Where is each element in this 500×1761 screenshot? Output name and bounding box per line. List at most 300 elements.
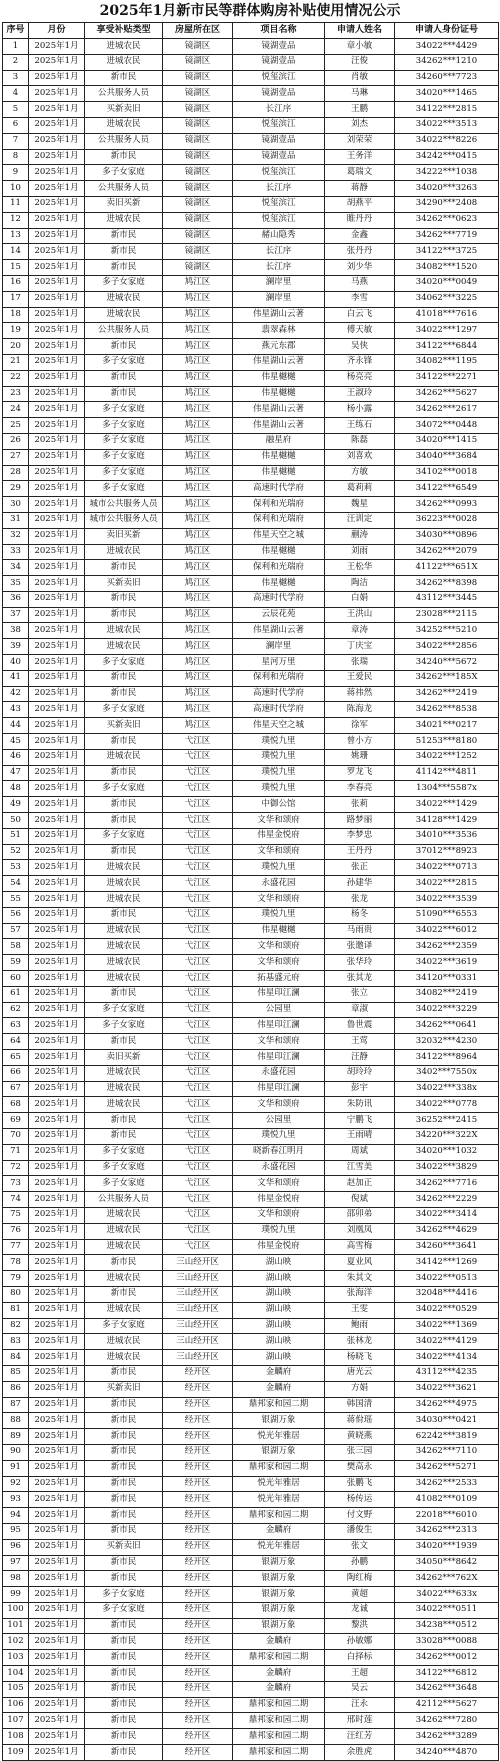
cell-district: 鸠江区 — [163, 655, 233, 671]
cell-project: 高速时代学府 — [233, 481, 325, 497]
cell-subsidy-type: 新市民 — [85, 228, 163, 244]
cell-district: 三山经开区 — [163, 1286, 233, 1302]
cell-subsidy-type: 卖旧买新 — [85, 528, 163, 544]
table-row — [3, 955, 499, 971]
cell-applicant-id: 34142***1269 — [395, 1255, 499, 1271]
cell-month: 2025年1月 — [29, 481, 85, 497]
cell-project: 璞悦九里 — [233, 1223, 325, 1239]
cell-project: 伟星樾樾 — [233, 465, 325, 481]
cell-district: 弋江区 — [163, 939, 233, 955]
cell-applicant-id: 34262***7719 — [395, 228, 499, 244]
table-row — [3, 781, 499, 797]
cell-index: 14 — [3, 244, 29, 260]
cell-applicant-id: 34262***8398 — [395, 576, 499, 592]
cell-applicant-id: 36223***0028 — [395, 512, 499, 528]
header-applicant-name: 申请人姓名 — [325, 23, 395, 39]
cell-month: 2025年1月 — [29, 196, 85, 212]
cell-index: 105 — [3, 1681, 29, 1697]
cell-month: 2025年1月 — [29, 291, 85, 307]
header-project: 项目名称 — [233, 23, 325, 39]
cell-index: 49 — [3, 797, 29, 813]
cell-subsidy-type: 进城农民 — [85, 212, 163, 228]
cell-project: 悦玺滨江 — [233, 70, 325, 86]
cell-project: 文华和颂府 — [233, 1207, 325, 1223]
cell-month: 2025年1月 — [29, 828, 85, 844]
cell-month: 2025年1月 — [29, 260, 85, 276]
cell-subsidy-type: 新市民 — [85, 1555, 163, 1571]
cell-applicant-name: 杨传运 — [325, 1492, 395, 1508]
cell-index: 27 — [3, 449, 29, 465]
cell-index: 61 — [3, 986, 29, 1002]
cell-project: 鼎邦家和园二期 — [233, 1650, 325, 1666]
cell-subsidy-type: 进城农民 — [85, 892, 163, 908]
cell-month: 2025年1月 — [29, 1508, 85, 1524]
cell-index: 92 — [3, 1476, 29, 1492]
cell-applicant-name: 王莺 — [325, 1034, 395, 1050]
cell-month: 2025年1月 — [29, 813, 85, 829]
cell-index: 106 — [3, 1697, 29, 1713]
cell-applicant-name: 黄晓燕 — [325, 1429, 395, 1445]
cell-applicant-id: 34082***2419 — [395, 986, 499, 1002]
cell-month: 2025年1月 — [29, 1034, 85, 1050]
cell-project: 拓基盛元府 — [233, 971, 325, 987]
cell-subsidy-type: 进城农民 — [85, 544, 163, 560]
cell-district: 鸠江区 — [163, 402, 233, 418]
cell-district: 弋江区 — [163, 1239, 233, 1255]
cell-index: 101 — [3, 1618, 29, 1634]
cell-applicant-id: 34262***3289 — [395, 1729, 499, 1745]
cell-month: 2025年1月 — [29, 670, 85, 686]
cell-applicant-name: 刘少华 — [325, 260, 395, 276]
table-row — [3, 449, 499, 465]
cell-month: 2025年1月 — [29, 1539, 85, 1555]
cell-applicant-id: 34262***2533 — [395, 1476, 499, 1492]
table-row — [3, 1255, 499, 1271]
cell-month: 2025年1月 — [29, 1634, 85, 1650]
cell-subsidy-type: 新市民 — [85, 686, 163, 702]
cell-district: 镜湖区 — [163, 149, 233, 165]
cell-applicant-name: 肖敏 — [325, 70, 395, 86]
cell-applicant-id: 34262***0012 — [395, 1650, 499, 1666]
table-row — [3, 718, 499, 734]
cell-subsidy-type: 进城农民 — [85, 1097, 163, 1113]
cell-subsidy-type: 多子女家庭 — [85, 781, 163, 797]
cell-month: 2025年1月 — [29, 860, 85, 876]
cell-project: 保利和光瑞府 — [233, 512, 325, 528]
cell-month: 2025年1月 — [29, 939, 85, 955]
cell-applicant-id: 34022***3414 — [395, 1207, 499, 1223]
cell-district: 三山经开区 — [163, 1318, 233, 1334]
table-row — [3, 1081, 499, 1097]
cell-index: 16 — [3, 275, 29, 291]
cell-month: 2025年1月 — [29, 907, 85, 923]
cell-project: 永盛花园 — [233, 1065, 325, 1081]
cell-subsidy-type: 进城农民 — [85, 1350, 163, 1366]
cell-applicant-name: 汪训定 — [325, 512, 395, 528]
cell-project: 伟星樾樾 — [233, 544, 325, 560]
cell-project: 悦玺滨江 — [233, 212, 325, 228]
cell-applicant-id: 34262***762X — [395, 1571, 499, 1587]
cell-applicant-name: 李春亮 — [325, 781, 395, 797]
table-row — [3, 1318, 499, 1334]
cell-subsidy-type: 进城农民 — [85, 307, 163, 323]
cell-month: 2025年1月 — [29, 623, 85, 639]
cell-applicant-name: 陶红梅 — [325, 1571, 395, 1587]
cell-index: 87 — [3, 1397, 29, 1413]
cell-applicant-name: 张瑞 — [325, 655, 395, 671]
cell-month: 2025年1月 — [29, 1302, 85, 1318]
cell-subsidy-type: 进城农民 — [85, 860, 163, 876]
cell-month: 2025年1月 — [29, 149, 85, 165]
cell-month: 2025年1月 — [29, 1350, 85, 1366]
cell-district: 鸠江区 — [163, 339, 233, 355]
table-row — [3, 291, 499, 307]
cell-district: 弋江区 — [163, 1018, 233, 1034]
cell-month: 2025年1月 — [29, 1571, 85, 1587]
cell-applicant-id: 34262***2313 — [395, 1523, 499, 1539]
cell-subsidy-type: 新市民 — [85, 1286, 163, 1302]
table-row — [3, 1239, 499, 1255]
cell-project: 镜湖壹品 — [233, 149, 325, 165]
cell-applicant-id: 34022***0778 — [395, 1097, 499, 1113]
cell-applicant-name: 齐永锋 — [325, 354, 395, 370]
cell-applicant-id: 32048***4416 — [395, 1286, 499, 1302]
cell-subsidy-type: 新市民 — [85, 1476, 163, 1492]
cell-applicant-id: 34022***1252 — [395, 749, 499, 765]
table-row — [3, 797, 499, 813]
cell-month: 2025年1月 — [29, 1681, 85, 1697]
cell-subsidy-type: 卖旧买新 — [85, 1050, 163, 1066]
cell-subsidy-type: 新市民 — [85, 1681, 163, 1697]
cell-applicant-name: 吴侠 — [325, 339, 395, 355]
cell-subsidy-type: 买新卖旧 — [85, 1539, 163, 1555]
cell-applicant-name: 路梦丽 — [325, 813, 395, 829]
cell-subsidy-type: 新市民 — [85, 70, 163, 86]
cell-month: 2025年1月 — [29, 1113, 85, 1129]
cell-month: 2025年1月 — [29, 1318, 85, 1334]
cell-applicant-name: 王超 — [325, 1666, 395, 1682]
cell-month: 2025年1月 — [29, 1271, 85, 1287]
cell-applicant-id: 34290***2408 — [395, 196, 499, 212]
cell-applicant-name: 朱其文 — [325, 1271, 395, 1287]
cell-project: 伟星金悦府 — [233, 1239, 325, 1255]
table-row — [3, 734, 499, 750]
cell-month: 2025年1月 — [29, 1602, 85, 1618]
cell-month: 2025年1月 — [29, 923, 85, 939]
cell-applicant-name: 龙诚 — [325, 1602, 395, 1618]
cell-subsidy-type: 多子女家庭 — [85, 1002, 163, 1018]
cell-month: 2025年1月 — [29, 1223, 85, 1239]
cell-project: 保利和光瑞府 — [233, 497, 325, 513]
cell-index: 19 — [3, 323, 29, 339]
cell-district: 弋江区 — [163, 844, 233, 860]
cell-applicant-name: 唐光云 — [325, 1365, 395, 1381]
cell-subsidy-type: 多子女家庭 — [85, 433, 163, 449]
cell-district: 镜湖区 — [163, 133, 233, 149]
header-month: 月份 — [29, 23, 85, 39]
cell-index: 39 — [3, 639, 29, 655]
cell-project: 伟星天空之城 — [233, 528, 325, 544]
table-row — [3, 181, 499, 197]
cell-index: 68 — [3, 1097, 29, 1113]
table-row — [3, 560, 499, 576]
cell-applicant-id: 34082***1195 — [395, 354, 499, 370]
cell-applicant-id: 34242***0415 — [395, 149, 499, 165]
cell-applicant-id: 36252***2415 — [395, 1113, 499, 1129]
cell-index: 66 — [3, 1065, 29, 1081]
cell-project: 银湖万象 — [233, 1618, 325, 1634]
cell-index: 42 — [3, 686, 29, 702]
cell-applicant-id: 34022***4429 — [395, 39, 499, 55]
cell-applicant-id: 34020***0049 — [395, 275, 499, 291]
cell-district: 镜湖区 — [163, 181, 233, 197]
cell-district: 弋江区 — [163, 765, 233, 781]
cell-project: 长江序 — [233, 181, 325, 197]
cell-index: 62 — [3, 1002, 29, 1018]
cell-applicant-id: 34262***185X — [395, 670, 499, 686]
cell-project: 澜岸里 — [233, 275, 325, 291]
cell-applicant-name: 张三园 — [325, 1444, 395, 1460]
cell-applicant-name: 余胜虎 — [325, 1745, 395, 1761]
cell-project: 悦光年雅居 — [233, 1476, 325, 1492]
cell-index: 41 — [3, 670, 29, 686]
cell-index: 55 — [3, 892, 29, 908]
cell-applicant-name: 张邀译 — [325, 939, 395, 955]
header-district: 房屋所在区 — [163, 23, 233, 39]
cell-month: 2025年1月 — [29, 512, 85, 528]
cell-index: 93 — [3, 1492, 29, 1508]
cell-month: 2025年1月 — [29, 307, 85, 323]
table-row — [3, 1176, 499, 1192]
cell-month: 2025年1月 — [29, 1144, 85, 1160]
cell-index: 17 — [3, 291, 29, 307]
table-row — [3, 1413, 499, 1429]
cell-month: 2025年1月 — [29, 1476, 85, 1492]
table-row — [3, 907, 499, 923]
cell-subsidy-type: 进城农民 — [85, 923, 163, 939]
cell-applicant-name: 魏星 — [325, 497, 395, 513]
cell-applicant-id: 41018***7616 — [395, 307, 499, 323]
cell-subsidy-type: 进城农民 — [85, 39, 163, 55]
cell-subsidy-type: 多子女家庭 — [85, 1018, 163, 1034]
cell-applicant-id: 34022***3829 — [395, 1160, 499, 1176]
cell-district: 鸠江区 — [163, 623, 233, 639]
table-row — [3, 86, 499, 102]
cell-month: 2025年1月 — [29, 1334, 85, 1350]
cell-project: 伟星湖山云著 — [233, 307, 325, 323]
cell-applicant-id: 34262***2617 — [395, 402, 499, 418]
cell-district: 弋江区 — [163, 860, 233, 876]
cell-applicant-id: 34020***1939 — [395, 1539, 499, 1555]
cell-month: 2025年1月 — [29, 607, 85, 623]
cell-index: 36 — [3, 591, 29, 607]
cell-subsidy-type: 进城农民 — [85, 1223, 163, 1239]
cell-project: 鼎邦家和园二期 — [233, 1460, 325, 1476]
cell-applicant-id: 34122***8964 — [395, 1050, 499, 1066]
cell-applicant-id: 34262***1210 — [395, 54, 499, 70]
cell-project: 文华和颂府 — [233, 1176, 325, 1192]
cell-index: 47 — [3, 765, 29, 781]
cell-district: 鸠江区 — [163, 718, 233, 734]
cell-district: 鸠江区 — [163, 370, 233, 386]
table-row — [3, 370, 499, 386]
cell-applicant-name: 赵加正 — [325, 1176, 395, 1192]
cell-project: 悦光年雅居 — [233, 1429, 325, 1445]
cell-district: 鸠江区 — [163, 307, 233, 323]
cell-applicant-name: 倪斌 — [325, 1192, 395, 1208]
cell-applicant-name: 刘喜欢 — [325, 449, 395, 465]
cell-project: 金麟府 — [233, 1365, 325, 1381]
cell-subsidy-type: 多子女家庭 — [85, 1587, 163, 1603]
cell-applicant-id: 34102***0018 — [395, 465, 499, 481]
table-row — [3, 1460, 499, 1476]
cell-index: 76 — [3, 1223, 29, 1239]
cell-district: 镜湖区 — [163, 86, 233, 102]
cell-project: 银湖万象 — [233, 1602, 325, 1618]
cell-applicant-id: 34022***1429 — [395, 797, 499, 813]
cell-month: 2025年1月 — [29, 1444, 85, 1460]
table-row — [3, 102, 499, 118]
cell-applicant-name: 宁鹏飞 — [325, 1113, 395, 1129]
cell-district: 镜湖区 — [163, 117, 233, 133]
cell-district: 经开区 — [163, 1571, 233, 1587]
cell-applicant-id: 34262***7280 — [395, 1713, 499, 1729]
cell-project: 长江序 — [233, 102, 325, 118]
cell-subsidy-type: 新市民 — [85, 244, 163, 260]
cell-applicant-id: 34260***3641 — [395, 1239, 499, 1255]
cell-index: 46 — [3, 749, 29, 765]
table-row — [3, 1666, 499, 1682]
cell-applicant-id: 43112***4235 — [395, 1365, 499, 1381]
cell-applicant-name: 张立 — [325, 986, 395, 1002]
cell-subsidy-type: 新市民 — [85, 1618, 163, 1634]
cell-project: 伟星湖山云著 — [233, 402, 325, 418]
cell-index: 109 — [3, 1745, 29, 1761]
cell-subsidy-type: 新市民 — [85, 1571, 163, 1587]
cell-month: 2025年1月 — [29, 1397, 85, 1413]
cell-applicant-name: 汪永 — [325, 1697, 395, 1713]
table-row — [3, 892, 499, 908]
cell-applicant-id: 34022***4134 — [395, 1350, 499, 1366]
cell-district: 鸠江区 — [163, 670, 233, 686]
cell-subsidy-type: 新市民 — [85, 670, 163, 686]
table-row — [3, 1334, 499, 1350]
cell-applicant-name: 杨冬 — [325, 907, 395, 923]
table-row — [3, 1065, 499, 1081]
table-row — [3, 1444, 499, 1460]
cell-applicant-name: 黄超 — [325, 1587, 395, 1603]
cell-applicant-name: 周斌 — [325, 1144, 395, 1160]
cell-index: 48 — [3, 781, 29, 797]
cell-district: 弋江区 — [163, 971, 233, 987]
cell-index: 13 — [3, 228, 29, 244]
cell-project: 公园里 — [233, 1002, 325, 1018]
cell-subsidy-type: 进城农民 — [85, 623, 163, 639]
cell-applicant-id: 34040***3684 — [395, 449, 499, 465]
table-row — [3, 1729, 499, 1745]
cell-district: 经开区 — [163, 1697, 233, 1713]
cell-project: 镜湖壹品 — [233, 39, 325, 55]
cell-district: 弋江区 — [163, 986, 233, 1002]
cell-district: 鸠江区 — [163, 449, 233, 465]
cell-subsidy-type: 新市民 — [85, 1492, 163, 1508]
cell-district: 三山经开区 — [163, 1255, 233, 1271]
cell-subsidy-type: 新市民 — [85, 386, 163, 402]
cell-applicant-name: 杨小露 — [325, 402, 395, 418]
cell-subsidy-type: 新市民 — [85, 1508, 163, 1524]
cell-subsidy-type: 进城农民 — [85, 117, 163, 133]
table-row — [3, 433, 499, 449]
cell-district: 经开区 — [163, 1397, 233, 1413]
cell-month: 2025年1月 — [29, 1523, 85, 1539]
table-row — [3, 1002, 499, 1018]
cell-index: 30 — [3, 497, 29, 513]
cell-subsidy-type: 多子女家庭 — [85, 418, 163, 434]
cell-district: 镜湖区 — [163, 228, 233, 244]
cell-subsidy-type: 多子女家庭 — [85, 449, 163, 465]
table-row — [3, 1144, 499, 1160]
cell-project: 悦玺滨江 — [233, 117, 325, 133]
cell-month: 2025年1月 — [29, 797, 85, 813]
cell-month: 2025年1月 — [29, 354, 85, 370]
cell-project: 湖山映 — [233, 1302, 325, 1318]
cell-project: 璞悦九里 — [233, 765, 325, 781]
cell-applicant-name: 王雨晴 — [325, 1128, 395, 1144]
cell-subsidy-type: 多子女家庭 — [85, 465, 163, 481]
cell-applicant-id: 34020***1032 — [395, 1144, 499, 1160]
cell-district: 镜湖区 — [163, 70, 233, 86]
cell-applicant-id: 51090***6553 — [395, 907, 499, 923]
cell-district: 三山经开区 — [163, 1271, 233, 1287]
table-row — [3, 1602, 499, 1618]
cell-applicant-name: 白择标 — [325, 1650, 395, 1666]
cell-index: 21 — [3, 354, 29, 370]
table-row — [3, 1050, 499, 1066]
cell-project: 悦光年雅居 — [233, 1492, 325, 1508]
cell-index: 4 — [3, 86, 29, 102]
cell-applicant-id: 51253***8180 — [395, 734, 499, 750]
cell-applicant-name: 高雪梅 — [325, 1239, 395, 1255]
cell-district: 经开区 — [163, 1713, 233, 1729]
cell-applicant-name: 黎洪 — [325, 1618, 395, 1634]
cell-applicant-id: 1304***5587x — [395, 781, 499, 797]
table-row — [3, 1523, 499, 1539]
cell-month: 2025年1月 — [29, 117, 85, 133]
cell-subsidy-type: 新市民 — [85, 765, 163, 781]
cell-district: 弋江区 — [163, 923, 233, 939]
cell-district: 经开区 — [163, 1681, 233, 1697]
cell-project: 高速时代学府 — [233, 686, 325, 702]
cell-district: 弋江区 — [163, 1207, 233, 1223]
cell-index: 54 — [3, 876, 29, 892]
cell-district: 经开区 — [163, 1444, 233, 1460]
cell-applicant-name: 白云飞 — [325, 307, 395, 323]
cell-project: 赭山隐秀 — [233, 228, 325, 244]
table-row — [3, 39, 499, 55]
cell-month: 2025年1月 — [29, 686, 85, 702]
cell-subsidy-type: 新市民 — [85, 1523, 163, 1539]
cell-index: 73 — [3, 1176, 29, 1192]
cell-applicant-name: 张文 — [325, 1539, 395, 1555]
cell-subsidy-type: 新市民 — [85, 1713, 163, 1729]
table-row — [3, 228, 499, 244]
cell-district: 经开区 — [163, 1413, 233, 1429]
cell-index: 77 — [3, 1239, 29, 1255]
cell-applicant-id: 23028***2115 — [395, 607, 499, 623]
cell-applicant-name: 曾小方 — [325, 734, 395, 750]
cell-month: 2025年1月 — [29, 1697, 85, 1713]
cell-applicant-name: 杨晓飞 — [325, 1350, 395, 1366]
